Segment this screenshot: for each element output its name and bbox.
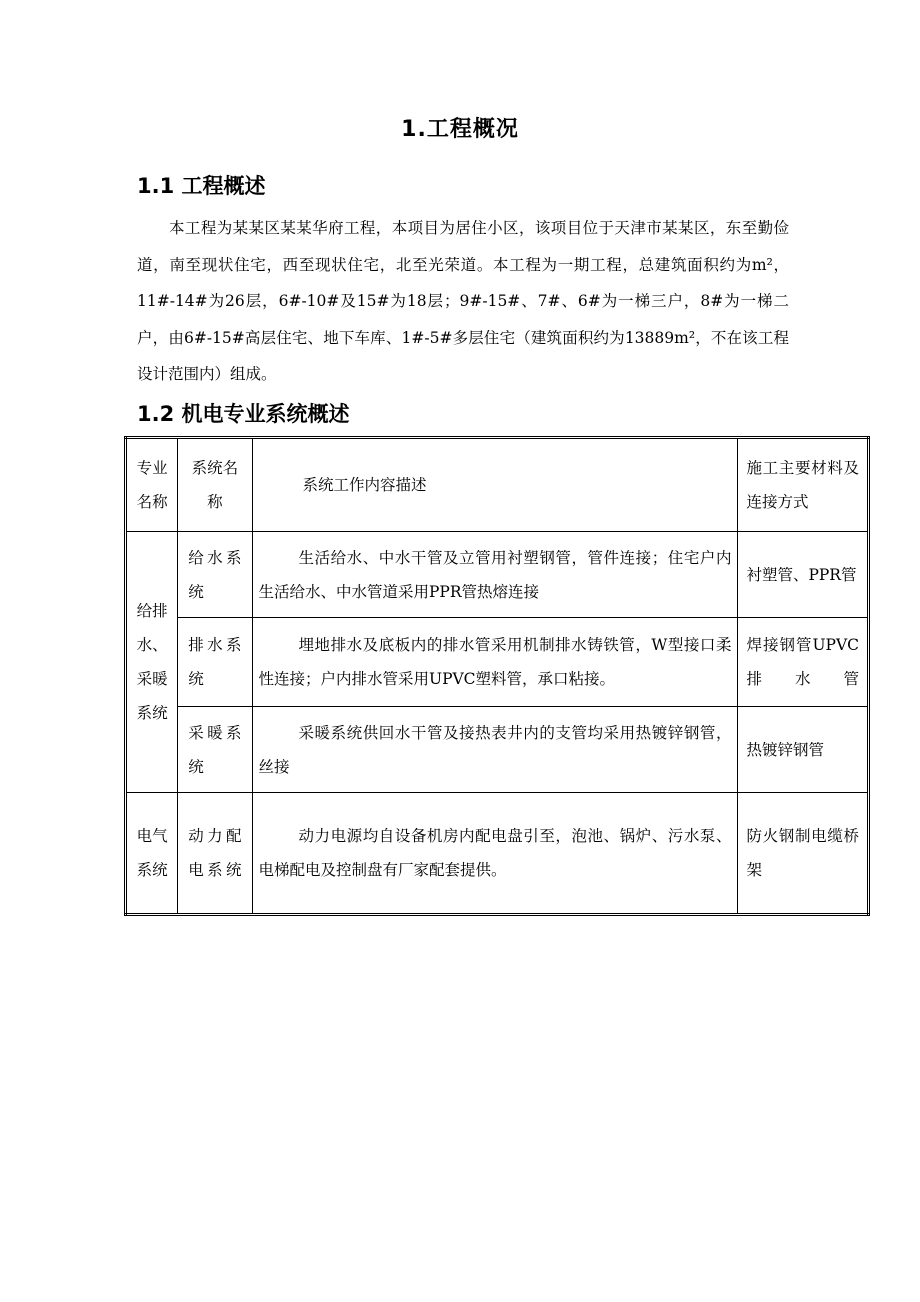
system-cell: 动力配电系统: [178, 793, 252, 915]
description-cell: 动力电源均自设备机房内配电盘引至，泡池、锅炉、污水泵、电梯配电及控制盘有厂家配套提供。: [252, 793, 738, 915]
page-title: 1.工程概况: [401, 117, 519, 142]
description-cell: 生活给水、中水干管及立管用衬塑钢管，管件连接；住宅户内生活给水、中水管道采用PPR管热熔连接: [252, 532, 738, 618]
header-specialty: 专业名称: [126, 438, 178, 532]
system-cell: 排水系统: [178, 618, 252, 707]
specialty-cell: 给排水、采暖系统: [126, 532, 178, 793]
materials-cell: 焊接钢管UPVC排水管: [738, 618, 869, 707]
materials-cell: 防火钢制电缆桥架: [738, 793, 869, 915]
mep-systems-table: [124, 436, 870, 916]
system-cell: 给水系统: [178, 532, 252, 618]
header-materials: 施工主要材料及连接方式: [738, 438, 869, 532]
materials-cell: 衬塑管、PPR管: [738, 532, 869, 618]
section-heading-overview: 1.1 工程概述: [137, 174, 266, 198]
table-row: [126, 707, 869, 793]
specialty-cell: 电气系统: [126, 793, 178, 915]
description-cell: 采暖系统供回水干管及接热表井内的支管均采用热镀锌钢管，丝接: [252, 707, 738, 793]
table-header-row: [126, 438, 869, 532]
overview-paragraph: 本工程为某某区某某华府工程，本项目为居住小区，该项目位于天津市某某区，东至勤俭道，南至现状住宅，西至现状住宅，北至光荣道。本工程为一期工程，总建筑面积约为m²， 11#-14#为26层，6#-10#及15#为18层；9#-15#、7#、6#为一梯三户，8#为一梯二户，由6#-15#高层住宅、地下车库、1#-5#多层住宅（建筑面积约为13889m²，不在该工程设计范围内）组成。: [137, 219, 789, 383]
table-row: [126, 618, 869, 707]
system-cell: 采暖系统: [178, 707, 252, 793]
materials-cell: 热镀锌钢管: [738, 707, 869, 793]
table-row: [126, 793, 869, 915]
description-cell: 埋地排水及底板内的排水管采用机制排水铸铁管，W型接口柔性连接；户内排水管采用UPVC塑料管，承口粘接。: [252, 618, 738, 707]
header-system: 系统名称: [178, 438, 252, 532]
header-description: 系统工作内容描述: [252, 438, 738, 532]
section-heading-mep-systems: 1.2 机电专业系统概述: [137, 402, 350, 426]
table-row: [126, 532, 869, 618]
